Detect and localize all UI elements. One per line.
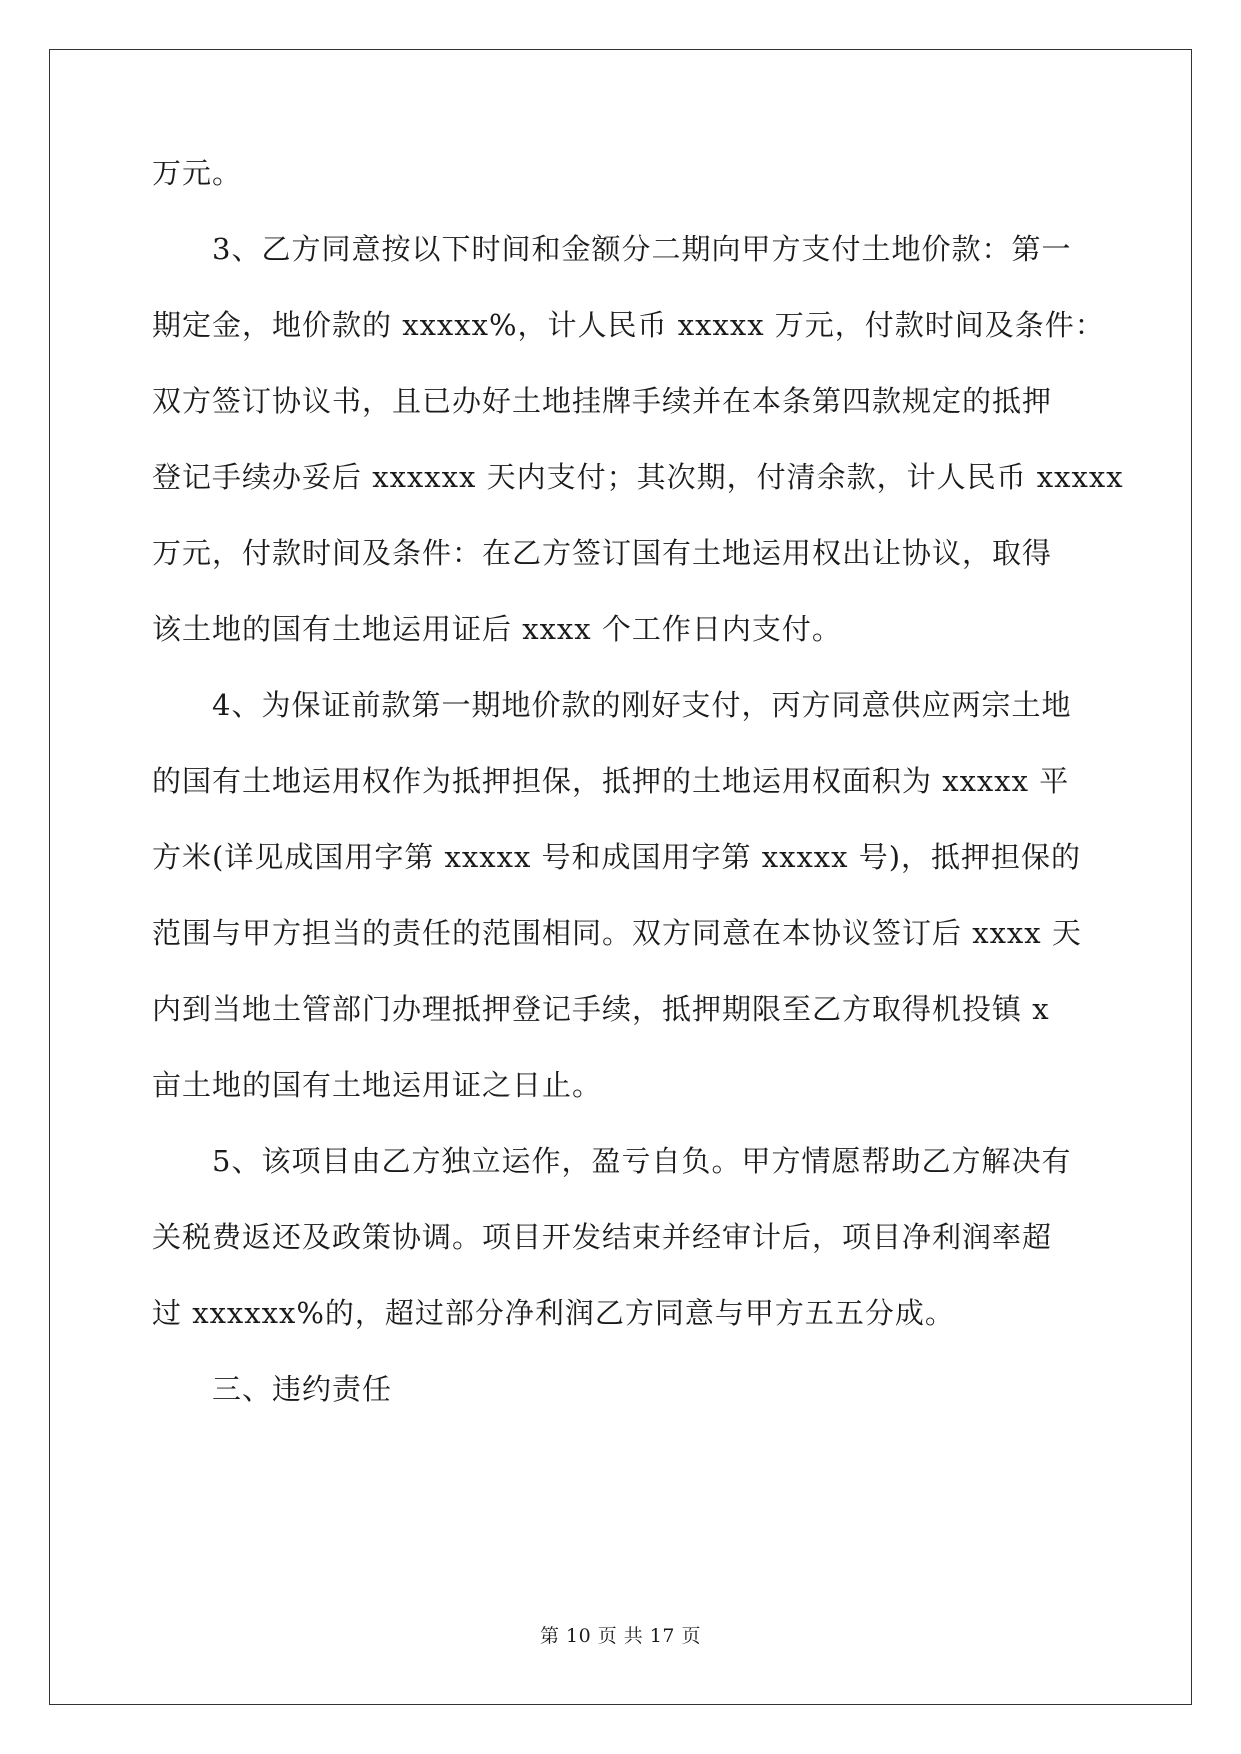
page-border	[49, 49, 1192, 1705]
body-text-line: 万元。	[152, 156, 243, 190]
paragraph-4-line: 方米(详见成国用字第 xxxxx 号和成国用字第 xxxxx 号)，抵押担保的	[152, 840, 1082, 874]
paragraph-3-line: 万元，付款时间及条件：在乙方签订国有土地运用权出让协议，取得	[152, 536, 1053, 570]
paragraph-4-line: 4、为保证前款第一期地价款的刚好支付，丙方同意供应两宗土地	[212, 688, 1072, 722]
paragraph-3-line: 登记手续办妥后 xxxxxx 天内支付；其次期，付清余款，计人民币 xxxxx	[152, 460, 1124, 494]
page-number: 第 10 页 共 17 页	[539, 1625, 702, 1647]
paragraph-5-line: 5、该项目由乙方独立运作，盈亏自负。甲方情愿帮助乙方解决有	[212, 1144, 1072, 1178]
paragraph-3-line: 该土地的国有土地运用证后 xxxx 个工作日内支付。	[152, 612, 842, 646]
paragraph-5-line: 过 xxxxxx%的，超过部分净利润乙方同意与甲方五五分成。	[152, 1296, 955, 1330]
paragraph-4-line: 范围与甲方担当的责任的范围相同。双方同意在本协议签订后 xxxx 天	[152, 916, 1082, 950]
paragraph-5-line: 关税费返还及政策协调。项目开发结束并经审计后，项目净利润率超	[152, 1220, 1053, 1254]
paragraph-4-line: 内到当地土管部门办理抵押登记手续，抵押期限至乙方取得机投镇 x	[152, 992, 1050, 1026]
paragraph-4-line: 亩土地的国有土地运用证之日止。	[152, 1068, 603, 1102]
paragraph-4-line: 的国有土地运用权作为抵押担保，抵押的土地运用权面积为 xxxxx 平	[152, 764, 1070, 798]
section-heading: 三、违约责任	[212, 1372, 393, 1406]
paragraph-3-line: 期定金，地价款的 xxxxx%，计人民币 xxxxx 万元，付款时间及条件：	[152, 308, 1105, 342]
paragraph-3-line: 3、乙方同意按以下时间和金额分二期向甲方支付土地价款：第一	[212, 232, 1072, 266]
paragraph-3-line: 双方签订协议书，且已办好土地挂牌手续并在本条第四款规定的抵押	[152, 384, 1053, 418]
